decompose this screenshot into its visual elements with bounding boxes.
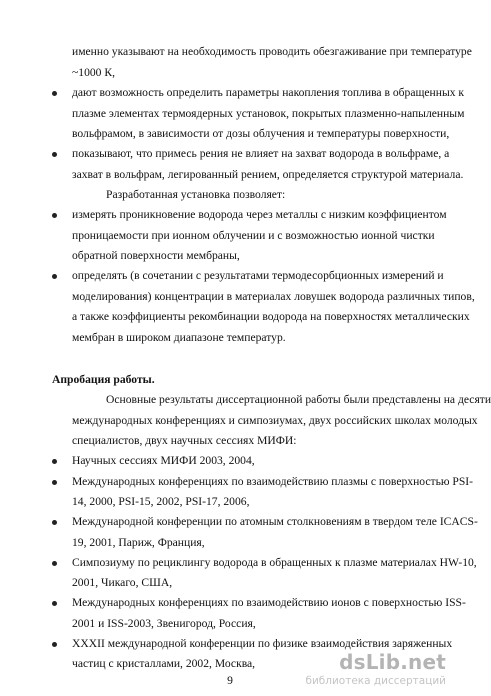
text-line: моделирования) концентрации в материалах ловушек водорода различных типов,	[72, 290, 475, 303]
text-line: Разработанная установка позволяет:	[106, 188, 286, 201]
bullet-icon	[52, 152, 57, 157]
text-line: показывают, что примесь рения не влияет на захват водорода в вольфраме, а	[72, 147, 450, 160]
bullet-icon	[52, 213, 57, 218]
watermark-logo: dsLib.net	[339, 650, 446, 674]
list-item: 14, 2000, PSI-15, 2002, PSI-17, 2006,	[72, 495, 250, 508]
list-item: Международных конференциях по взаимодействию ионов с поверхностью ISS-	[72, 596, 466, 609]
watermark-subtitle: библиотека диссертаций	[305, 675, 446, 687]
text-line: специалистов, двух научных сессиях МИФИ:	[72, 434, 297, 447]
watermark	[305, 650, 446, 692]
text-line: а также коэффициенты рекомбинации водорода на поверхностях металлических	[72, 310, 470, 323]
text-line: мембран в широком диапазоне температур.	[72, 331, 286, 344]
list-item: Научных сессиях МИФИ 2003, 2004,	[72, 454, 255, 467]
bullet-icon	[52, 601, 57, 606]
bullet-icon	[52, 459, 57, 464]
bullet-icon	[52, 91, 57, 96]
text-line: ~1000 К,	[72, 66, 115, 79]
list-item: Международной конференции по атомным столкновениям в твердом теле ICACS-	[72, 515, 478, 528]
text-line: вольфрамом, в зависимости от дозы облучения и температуры поверхности,	[72, 127, 450, 140]
list-item: Международных конференциях по взаимодействию плазмы с поверхностью PSI-	[72, 475, 474, 488]
text-line: Основные результаты диссертационной работы были представлены на десяти	[106, 393, 491, 406]
bullet-icon	[52, 520, 57, 525]
list-item: XXXII международной конференции по физике взаимодействия заряженных	[72, 637, 453, 650]
list-item: частиц с кристаллами, 2002, Москва,	[72, 657, 256, 670]
list-item: Симпозиуму по рециклингу водорода в обращенных к плазме материалах HW-10,	[72, 556, 477, 569]
page-number: 9	[227, 674, 233, 687]
text-line: измерять проникновение водорода через металлы с низким коэффициентом	[72, 208, 447, 221]
bullet-icon	[52, 480, 57, 485]
text-line: проницаемости при ионном облучении и с возможностью ионной чистки	[72, 229, 435, 242]
text-line: именно указывают на необходимость проводить обезгаживание при температуре	[72, 45, 472, 58]
bullet-icon	[52, 642, 57, 647]
text-line: обратной поверхности мембраны,	[72, 249, 240, 262]
bullet-icon	[52, 561, 57, 566]
text-line: плазме элементах термоядерных установок, покрытых плазменно-напыленным	[72, 107, 465, 120]
list-item: 19, 2001, Париж, Франция,	[72, 536, 205, 549]
section-heading: Апробация работы.	[52, 373, 155, 386]
list-item: 2001, Чикаго, США,	[72, 576, 173, 589]
text-line: захват в вольфрам, легированный рением, определяется структурой материала.	[72, 168, 464, 181]
list-item: 2001 и ISS-2003, Звенигород, Россия,	[72, 617, 256, 630]
text-line: дают возможность определить параметры накопления топлива в обращенных к	[72, 86, 465, 99]
text-line: определять (в сочетании с результатами термодесорбционных измерений и	[72, 269, 444, 282]
bullet-icon	[52, 274, 57, 279]
text-line: международных конференциях и симпозиумах, двух российских школах молодых	[72, 414, 478, 427]
